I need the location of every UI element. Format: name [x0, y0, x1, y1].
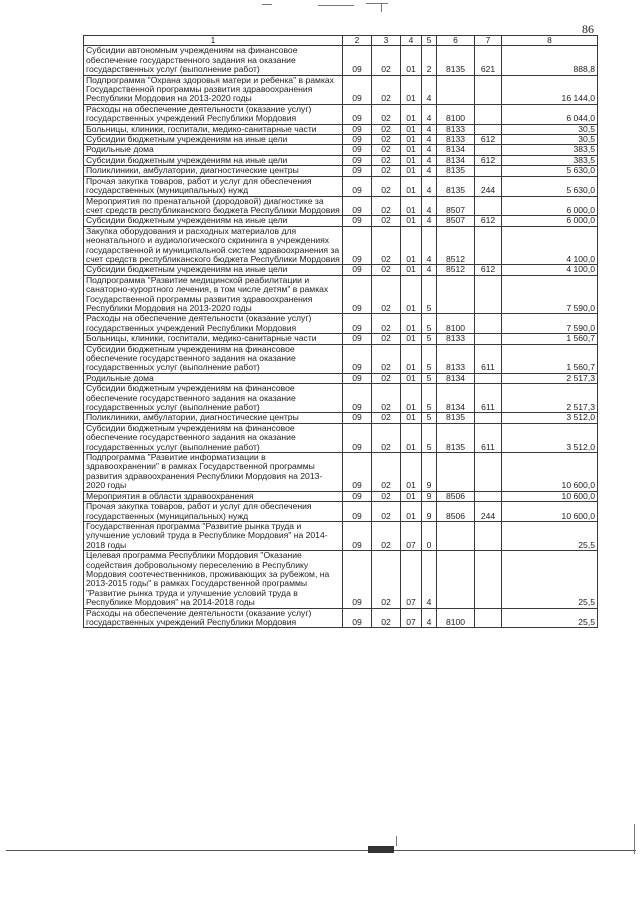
- row-code-cell: 8133: [437, 334, 475, 344]
- row-code-cell: 4: [422, 166, 437, 176]
- row-code-cell: 01: [401, 502, 422, 522]
- scan-artifact-bottom: [368, 846, 394, 853]
- row-code-cell: 02: [372, 608, 401, 628]
- row-code-cell: 8100: [437, 104, 475, 124]
- row-name-cell: Государственная программа "Развитие рынка труда и улучшение условий труда в Республике Мордовия" на 2014-2018 годы: [84, 521, 343, 550]
- row-code-cell: 8135: [437, 176, 475, 196]
- row-code-cell: 4: [422, 104, 437, 124]
- row-code-cell: 01: [401, 334, 422, 344]
- row-code-cell: 07: [401, 521, 422, 550]
- row-name-cell: Закупка оборудования и расходных материалов для неонатального и аудиологического скрининга в учреждениях государственной и муниципальной систем здравоохранения за счет средств республиканского бюджета Республики Мордовия: [84, 226, 343, 265]
- column-header: 3: [372, 36, 401, 46]
- row-code-cell: 09: [343, 521, 372, 550]
- row-code-cell: [437, 551, 475, 608]
- row-code-cell: 01: [401, 166, 422, 176]
- row-code-cell: 01: [401, 314, 422, 334]
- row-code-cell: 01: [401, 373, 422, 383]
- row-code-cell: 8133: [437, 124, 475, 134]
- table-row: [84, 551, 598, 608]
- row-code-cell: 4: [422, 226, 437, 265]
- row-code-cell: 4: [422, 216, 437, 226]
- row-code-cell: [437, 521, 475, 550]
- table-row: [84, 216, 598, 226]
- row-code-cell: 07: [401, 608, 422, 628]
- row-code-cell: 4: [422, 135, 437, 145]
- row-code-cell: 02: [372, 384, 401, 413]
- row-code-cell: 01: [401, 216, 422, 226]
- row-code-cell: 611: [475, 384, 502, 413]
- table-row: [84, 502, 598, 522]
- row-code-cell: 09: [343, 145, 372, 155]
- row-amount-cell: 25,5: [502, 521, 598, 550]
- table-row: [84, 155, 598, 165]
- table-row: [84, 521, 598, 550]
- row-name-cell: Мероприятия в области здравоохранения: [84, 491, 343, 501]
- row-code-cell: 02: [372, 166, 401, 176]
- row-code-cell: 02: [372, 551, 401, 608]
- table-row: [84, 373, 598, 383]
- table-row: [84, 265, 598, 275]
- table-row: [84, 275, 598, 314]
- row-code-cell: 02: [372, 265, 401, 275]
- row-code-cell: [475, 196, 502, 216]
- row-code-cell: 09: [343, 275, 372, 314]
- scan-artifact-top: [318, 5, 354, 6]
- row-name-cell: Подпрограмма "Развитие информатизации в здравоохранении" в рамках Государственной программы развития здравоохранения Республики Мордовия на 2013-2020 годы: [84, 453, 343, 492]
- row-amount-cell: 16 144,0: [502, 75, 598, 104]
- row-code-cell: 02: [372, 423, 401, 452]
- budget-table: [83, 35, 598, 628]
- row-code-cell: 02: [372, 334, 401, 344]
- row-code-cell: 09: [343, 502, 372, 522]
- row-code-cell: 621: [475, 46, 502, 75]
- table-row: [84, 314, 598, 334]
- row-code-cell: 5: [422, 275, 437, 314]
- column-header: 4: [401, 36, 422, 46]
- row-code-cell: 8133: [437, 135, 475, 145]
- row-code-cell: [475, 104, 502, 124]
- row-code-cell: 09: [343, 226, 372, 265]
- row-code-cell: 09: [343, 314, 372, 334]
- row-code-cell: 8100: [437, 608, 475, 628]
- column-header: 6: [437, 36, 475, 46]
- row-name-cell: Расходы на обеспечение деятельности (оказание услуг) государственных учреждений Республики Мордовия: [84, 314, 343, 334]
- row-code-cell: 09: [343, 265, 372, 275]
- row-code-cell: 9: [422, 453, 437, 492]
- row-code-cell: 09: [343, 373, 372, 383]
- row-code-cell: 09: [343, 423, 372, 452]
- row-code-cell: 8135: [437, 413, 475, 423]
- column-header: 1: [84, 36, 343, 46]
- table-row: [84, 46, 598, 75]
- row-code-cell: 02: [372, 216, 401, 226]
- row-amount-cell: 2 517,3: [502, 384, 598, 413]
- table-row: [84, 166, 598, 176]
- row-code-cell: 02: [372, 135, 401, 145]
- row-code-cell: 5: [422, 344, 437, 373]
- row-code-cell: 8135: [437, 46, 475, 75]
- row-code-cell: 02: [372, 453, 401, 492]
- row-code-cell: 4: [422, 145, 437, 155]
- table-row: [84, 226, 598, 265]
- row-code-cell: 612: [475, 155, 502, 165]
- row-code-cell: 244: [475, 502, 502, 522]
- row-name-cell: Субсидии бюджетным учреждениям на финансовое обеспечение государственного задания на оказание государственных услуг (выполнение работ): [84, 384, 343, 413]
- row-code-cell: 01: [401, 491, 422, 501]
- table-row: [84, 384, 598, 413]
- row-name-cell: Больницы, клиники, госпитали, медико-санитарные части: [84, 124, 343, 134]
- scan-artifact-top: [381, 3, 382, 12]
- row-code-cell: 01: [401, 46, 422, 75]
- row-code-cell: 01: [401, 124, 422, 134]
- row-name-cell: Подпрограмма "Развитие медицинской реабилитации и санаторно-курортного лечения, в том числе детям" в рамках Государственной программы развития здравоохранения Республики Мордовия на 2013-2020 годы: [84, 275, 343, 314]
- row-code-cell: 4: [422, 265, 437, 275]
- row-code-cell: 8133: [437, 344, 475, 373]
- row-code-cell: 02: [372, 344, 401, 373]
- table-row: [84, 196, 598, 216]
- row-code-cell: 09: [343, 196, 372, 216]
- row-code-cell: [475, 491, 502, 501]
- row-code-cell: 09: [343, 155, 372, 165]
- row-amount-cell: 3 512,0: [502, 423, 598, 452]
- row-code-cell: [437, 275, 475, 314]
- row-code-cell: 01: [401, 196, 422, 216]
- row-amount-cell: 5 630,0: [502, 166, 598, 176]
- row-code-cell: 01: [401, 275, 422, 314]
- row-code-cell: 09: [343, 166, 372, 176]
- row-code-cell: 01: [401, 453, 422, 492]
- row-code-cell: 01: [401, 176, 422, 196]
- row-code-cell: 01: [401, 413, 422, 423]
- column-header: 8: [502, 36, 598, 46]
- row-code-cell: 8512: [437, 265, 475, 275]
- row-code-cell: 611: [475, 344, 502, 373]
- row-amount-cell: 30,5: [502, 135, 598, 145]
- scan-artifact-bottom: [396, 836, 397, 846]
- column-header: 5: [422, 36, 437, 46]
- scan-artifact-top: [262, 4, 272, 5]
- row-code-cell: 8507: [437, 196, 475, 216]
- row-code-cell: 09: [343, 334, 372, 344]
- row-amount-cell: 25,5: [502, 608, 598, 628]
- column-header: 7: [475, 36, 502, 46]
- row-code-cell: 5: [422, 373, 437, 383]
- table-row: [84, 491, 598, 501]
- row-amount-cell: 6 044,0: [502, 104, 598, 124]
- row-code-cell: 4: [422, 124, 437, 134]
- row-code-cell: 02: [372, 75, 401, 104]
- row-code-cell: [475, 314, 502, 334]
- row-code-cell: [475, 226, 502, 265]
- row-code-cell: [475, 521, 502, 550]
- row-code-cell: 01: [401, 344, 422, 373]
- row-code-cell: 4: [422, 155, 437, 165]
- row-code-cell: 5: [422, 384, 437, 413]
- row-code-cell: 09: [343, 124, 372, 134]
- row-code-cell: 8100: [437, 314, 475, 334]
- row-name-cell: Субсидии бюджетным учреждениям на иные цели: [84, 135, 343, 145]
- row-code-cell: 09: [343, 384, 372, 413]
- row-code-cell: 01: [401, 226, 422, 265]
- row-code-cell: 5: [422, 423, 437, 452]
- row-code-cell: 07: [401, 551, 422, 608]
- scan-artifact-side: [634, 824, 635, 854]
- row-code-cell: 2: [422, 46, 437, 75]
- row-name-cell: Подпрограмма "Охрана здоровья матери и ребенка" в рамках Государственной программы развития здравоохранения Республики Мордовия на 2013-2020 годы: [84, 75, 343, 104]
- row-code-cell: 5: [422, 413, 437, 423]
- row-amount-cell: 4 100,0: [502, 226, 598, 265]
- row-code-cell: 8507: [437, 216, 475, 226]
- row-amount-cell: 1 560,7: [502, 344, 598, 373]
- row-code-cell: 02: [372, 314, 401, 334]
- row-code-cell: [475, 334, 502, 344]
- row-code-cell: [475, 453, 502, 492]
- row-name-cell: Больницы, клиники, госпитали, медико-санитарные части: [84, 334, 343, 344]
- table-row: [84, 135, 598, 145]
- row-name-cell: Целевая программа Республики Мордовия "Оказание содействия добровольному переселению в Республику Мордовия соотечественников, проживающих за рубежом, на 2013-2015 годы" в рамках Государственной программы "Развитие рынка труда и улучшение условий труда в Республике Мордовия" на 2014-2018 годы: [84, 551, 343, 608]
- row-code-cell: 9: [422, 491, 437, 501]
- row-code-cell: 02: [372, 104, 401, 124]
- row-name-cell: Субсидии бюджетным учреждениям на иные цели: [84, 265, 343, 275]
- row-amount-cell: 25,5: [502, 551, 598, 608]
- row-code-cell: 8134: [437, 384, 475, 413]
- row-code-cell: 02: [372, 373, 401, 383]
- row-code-cell: 02: [372, 124, 401, 134]
- row-code-cell: 09: [343, 46, 372, 75]
- row-amount-cell: 10 600,0: [502, 502, 598, 522]
- row-code-cell: 8134: [437, 373, 475, 383]
- row-code-cell: 09: [343, 135, 372, 145]
- row-code-cell: 8134: [437, 155, 475, 165]
- row-code-cell: 5: [422, 314, 437, 334]
- row-code-cell: 01: [401, 155, 422, 165]
- row-name-cell: Мероприятия по пренатальной (дородовой) диагностике за счет средств республиканского бюджета Республики Мордовия: [84, 196, 343, 216]
- row-name-cell: Субсидии бюджетным учреждениям на финансовое обеспечение государственного задания на оказание государственных услуг (выполнение работ): [84, 344, 343, 373]
- table-row: [84, 423, 598, 452]
- row-code-cell: 02: [372, 155, 401, 165]
- row-code-cell: 09: [343, 344, 372, 373]
- row-name-cell: Поликлиники, амбулатории, диагностические центры: [84, 166, 343, 176]
- table-row: [84, 334, 598, 344]
- table-row: [84, 176, 598, 196]
- row-amount-cell: 383,5: [502, 155, 598, 165]
- row-name-cell: Субсидии бюджетным учреждениям на финансовое обеспечение государственного задания на оказание государственных услуг (выполнение работ): [84, 423, 343, 452]
- page-number: 86: [582, 22, 594, 36]
- row-code-cell: 02: [372, 196, 401, 216]
- row-code-cell: 02: [372, 176, 401, 196]
- row-code-cell: 09: [343, 216, 372, 226]
- row-code-cell: 244: [475, 176, 502, 196]
- table-row: [84, 145, 598, 155]
- row-code-cell: 8134: [437, 145, 475, 155]
- row-name-cell: Расходы на обеспечение деятельности (оказание услуг) государственных учреждений Республики Мордовия: [84, 104, 343, 124]
- row-code-cell: 09: [343, 551, 372, 608]
- row-code-cell: 01: [401, 135, 422, 145]
- row-code-cell: 8135: [437, 423, 475, 452]
- row-name-cell: Родильные дома: [84, 373, 343, 383]
- row-amount-cell: 3 512,0: [502, 413, 598, 423]
- row-code-cell: 0: [422, 521, 437, 550]
- row-code-cell: [475, 166, 502, 176]
- table-body: [84, 36, 598, 628]
- row-code-cell: 01: [401, 265, 422, 275]
- row-amount-cell: 2 517,3: [502, 373, 598, 383]
- row-code-cell: 01: [401, 423, 422, 452]
- row-amount-cell: 6 000,0: [502, 196, 598, 216]
- table-row: [84, 124, 598, 134]
- row-code-cell: 4: [422, 196, 437, 216]
- row-code-cell: 4: [422, 608, 437, 628]
- row-code-cell: 09: [343, 104, 372, 124]
- row-name-cell: Субсидии автономным учреждениям на финансовое обеспечение государственного задания на оказание государственных услуг (выполнение работ): [84, 46, 343, 75]
- row-code-cell: 612: [475, 216, 502, 226]
- row-code-cell: 02: [372, 521, 401, 550]
- row-code-cell: 09: [343, 453, 372, 492]
- row-code-cell: 09: [343, 75, 372, 104]
- row-code-cell: [475, 551, 502, 608]
- table-header-row: [84, 36, 598, 46]
- row-code-cell: [475, 275, 502, 314]
- row-amount-cell: 4 100,0: [502, 265, 598, 275]
- row-code-cell: 02: [372, 275, 401, 314]
- table-row: [84, 104, 598, 124]
- row-code-cell: [437, 453, 475, 492]
- row-code-cell: 02: [372, 413, 401, 423]
- row-code-cell: [475, 124, 502, 134]
- row-amount-cell: 30,5: [502, 124, 598, 134]
- table-row: [84, 344, 598, 373]
- row-code-cell: 4: [422, 75, 437, 104]
- row-amount-cell: 383,5: [502, 145, 598, 155]
- row-amount-cell: 10 600,0: [502, 491, 598, 501]
- row-name-cell: Субсидии бюджетным учреждениям на иные цели: [84, 155, 343, 165]
- row-code-cell: 612: [475, 265, 502, 275]
- row-amount-cell: 10 600,0: [502, 453, 598, 492]
- row-code-cell: 5: [422, 334, 437, 344]
- table-row: [84, 453, 598, 492]
- column-header: 2: [343, 36, 372, 46]
- row-code-cell: 02: [372, 145, 401, 155]
- row-code-cell: [475, 145, 502, 155]
- row-name-cell: Поликлиники, амбулатории, диагностические центры: [84, 413, 343, 423]
- row-name-cell: Расходы на обеспечение деятельности (оказание услуг) государственных учреждений Республики Мордовия: [84, 608, 343, 628]
- table-row: [84, 75, 598, 104]
- row-code-cell: 01: [401, 104, 422, 124]
- row-code-cell: 4: [422, 551, 437, 608]
- row-code-cell: [475, 608, 502, 628]
- row-code-cell: 612: [475, 135, 502, 145]
- row-code-cell: 611: [475, 423, 502, 452]
- row-code-cell: 8506: [437, 491, 475, 501]
- row-code-cell: [475, 373, 502, 383]
- row-code-cell: 8512: [437, 226, 475, 265]
- row-code-cell: [475, 75, 502, 104]
- row-amount-cell: 1 560,7: [502, 334, 598, 344]
- row-code-cell: 01: [401, 145, 422, 155]
- row-name-cell: Субсидии бюджетным учреждениям на иные цели: [84, 216, 343, 226]
- row-amount-cell: 888,8: [502, 46, 598, 75]
- row-code-cell: 02: [372, 491, 401, 501]
- row-code-cell: [437, 75, 475, 104]
- row-amount-cell: 7 590,0: [502, 314, 598, 334]
- row-amount-cell: 7 590,0: [502, 275, 598, 314]
- row-amount-cell: 6 000,0: [502, 216, 598, 226]
- row-name-cell: Прочая закупка товаров, работ и услуг для обеспечения государственных (муниципальных) нужд: [84, 176, 343, 196]
- row-amount-cell: 5 630,0: [502, 176, 598, 196]
- row-code-cell: 01: [401, 384, 422, 413]
- row-code-cell: 02: [372, 226, 401, 265]
- table-row: [84, 413, 598, 423]
- row-code-cell: 09: [343, 176, 372, 196]
- row-code-cell: 02: [372, 46, 401, 75]
- table-row: [84, 608, 598, 628]
- row-code-cell: 4: [422, 176, 437, 196]
- scan-bottom-line: [6, 850, 636, 851]
- row-name-cell: Родильные дома: [84, 145, 343, 155]
- row-code-cell: [475, 413, 502, 423]
- scan-artifact-top: [366, 3, 388, 4]
- row-code-cell: 09: [343, 608, 372, 628]
- row-code-cell: 09: [343, 413, 372, 423]
- row-name-cell: Прочая закупка товаров, работ и услуг для обеспечения государственных (муниципальных) нужд: [84, 502, 343, 522]
- row-code-cell: 09: [343, 491, 372, 501]
- row-code-cell: 02: [372, 502, 401, 522]
- row-code-cell: 8135: [437, 166, 475, 176]
- row-code-cell: 9: [422, 502, 437, 522]
- row-code-cell: 8506: [437, 502, 475, 522]
- row-code-cell: 01: [401, 75, 422, 104]
